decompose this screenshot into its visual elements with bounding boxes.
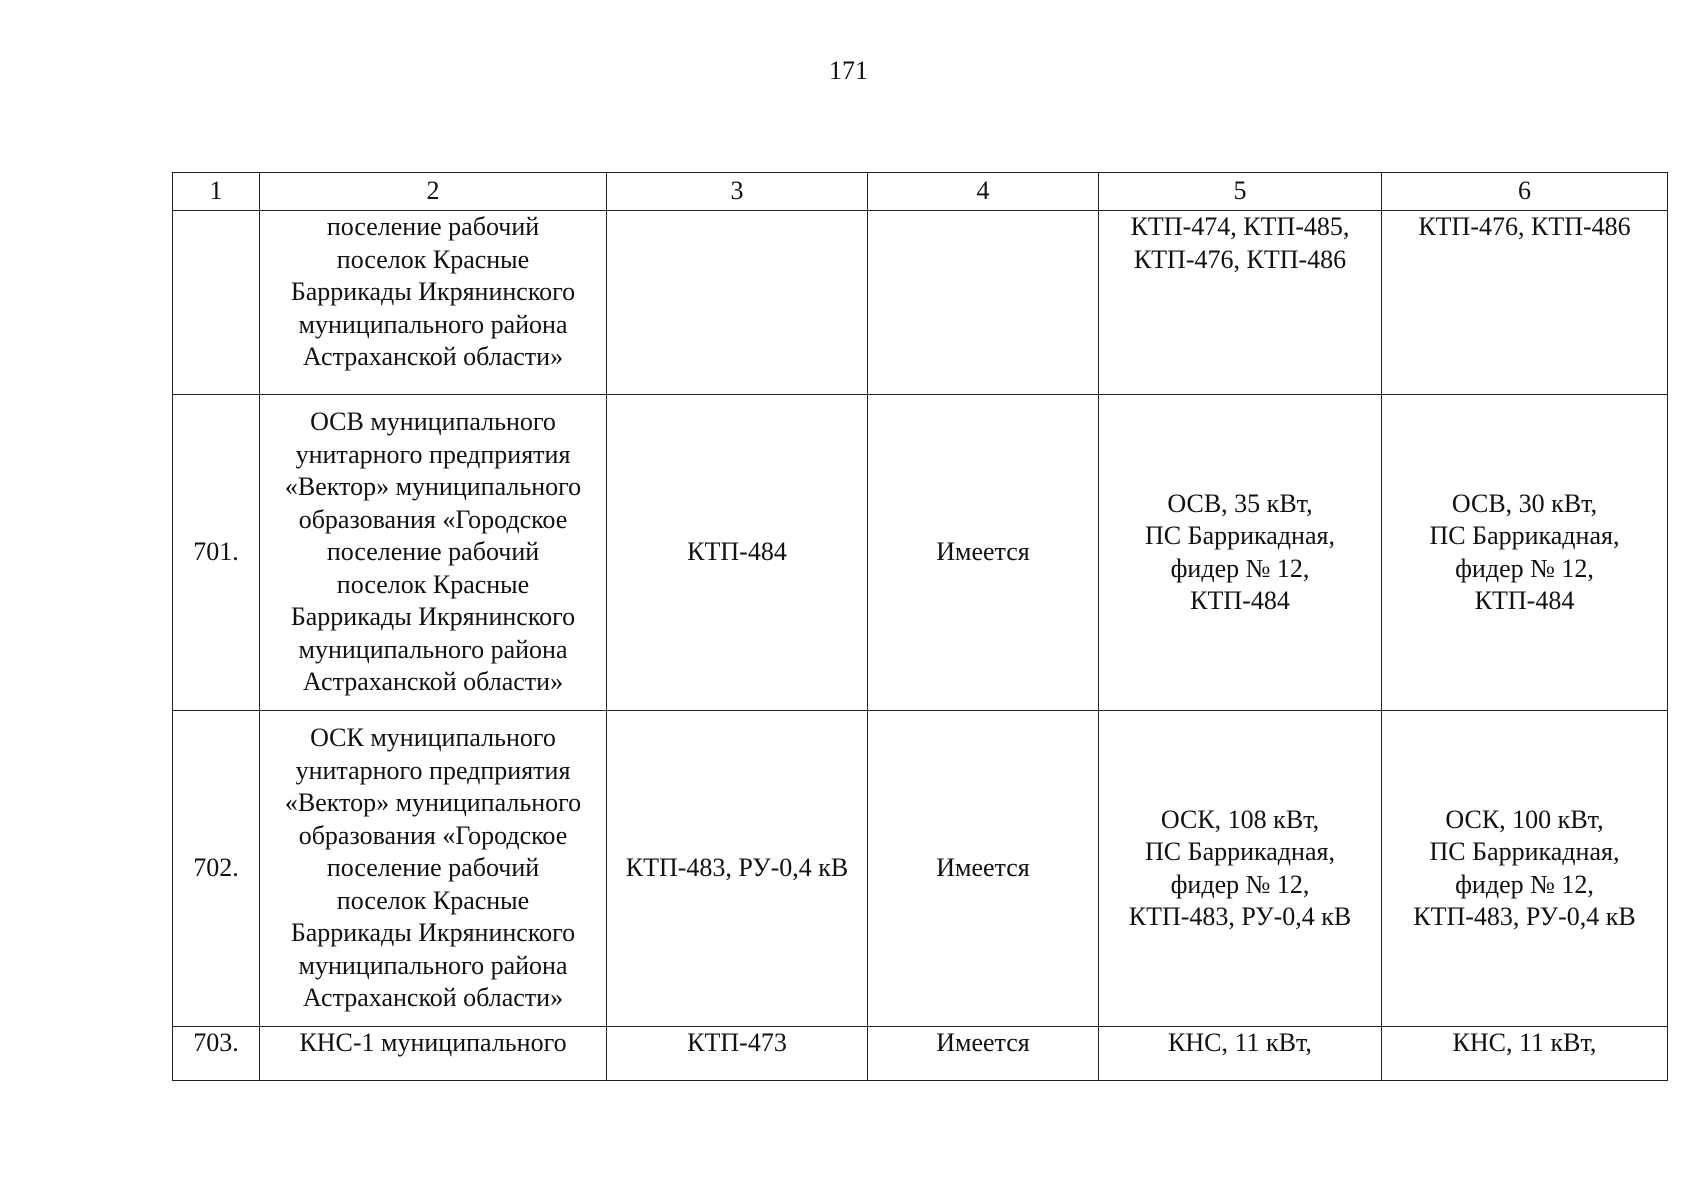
col6-line: ОСВ, 30 кВт, [1451, 488, 1598, 518]
header-cell-2: 2 [260, 173, 607, 211]
object-name-line: КНС-1 муниципального [299, 1028, 567, 1057]
object-name-line: образования «Городское [298, 504, 568, 534]
col6-line: КНС, 11 кВт, [1452, 1028, 1597, 1057]
object-name-line: муниципального района [298, 950, 568, 980]
object-name-line: поселок Красные [336, 244, 530, 274]
col3-cell: КТП-483, РУ-0,4 кВ [607, 711, 868, 1027]
col4-cell: Имеется [868, 1027, 1099, 1081]
object-name-line: Астраханской области» [302, 667, 564, 697]
data-table [172, 172, 1668, 1081]
object-name-cell [260, 395, 607, 711]
object-name-cell [260, 211, 607, 395]
object-name-line: Баррикады Икрянинского [290, 918, 576, 948]
object-name-line: образования «Городское [298, 820, 568, 850]
object-name-line: поселок Красные [336, 885, 530, 915]
object-name-line: ОСК муниципального [310, 723, 556, 753]
object-name-line: муниципального района [298, 634, 568, 664]
col4-cell: Имеется [868, 395, 1099, 711]
object-name-cell [260, 1027, 607, 1081]
object-name-line: поселение рабочий [326, 212, 540, 241]
table-row [173, 395, 1668, 711]
object-name-line: Баррикады Икрянинского [290, 602, 576, 632]
table-header-row [173, 173, 1668, 211]
col5-line: КТП-474, КТП-485, [1130, 212, 1350, 241]
col5-line: ПС Баррикадная, [1145, 837, 1335, 866]
col5-line: фидер № 12, [1170, 869, 1310, 899]
col5-line: ОСК, 108 кВт, [1160, 804, 1320, 834]
row-number-cell: 703. [173, 1027, 260, 1081]
object-name-line: «Вектор» муниципального [284, 788, 582, 818]
col5-cell [1099, 395, 1382, 711]
object-name-line: Астраханской области» [302, 342, 564, 371]
col4-cell: Имеется [868, 711, 1099, 1027]
object-name-line: поселение рабочий [326, 853, 540, 883]
col6-line: ПС Баррикадная, [1429, 521, 1620, 550]
col5-line: ОСВ, 35 кВт, [1167, 488, 1313, 518]
object-name-line: ОСВ муниципального [310, 407, 556, 437]
col5-cell [1099, 711, 1382, 1027]
col6-line: ОСК, 100 кВт, [1445, 804, 1604, 834]
col5-line: ПС Баррикадная, [1145, 521, 1335, 550]
col6-line: ПС Баррикадная, [1429, 837, 1620, 866]
col6-line: КТП-476, КТП-486 [1418, 212, 1631, 241]
object-name-line: Астраханской области» [302, 983, 564, 1013]
object-name-line: поселок Красные [336, 569, 530, 599]
page-number: 171 [829, 56, 868, 85]
object-name-line: поселение рабочий [326, 537, 540, 567]
col6-line: КТП-483, РУ-0,4 кВ [1413, 902, 1636, 931]
col6-cell [1382, 211, 1668, 395]
header-cell-1: 1 [173, 173, 260, 211]
col6-cell [1382, 711, 1668, 1027]
object-name-line: муниципального района [298, 309, 568, 339]
col6-line: КТП-484 [1474, 586, 1575, 615]
table-row [173, 1027, 1668, 1081]
col3-cell: КТП-484 [607, 395, 868, 711]
row-number-cell: 702. [173, 711, 260, 1027]
col5-line: КНС, 11 кВт, [1168, 1028, 1312, 1057]
table-row [173, 711, 1668, 1027]
col3-cell [607, 211, 868, 395]
col5-line: КТП-476, КТП-486 [1133, 244, 1347, 274]
col6-cell [1382, 1027, 1668, 1081]
object-name-line: унитарного предприятия [295, 755, 571, 785]
row-number-cell: 701. [173, 395, 260, 711]
col5-line: КТП-484 [1190, 586, 1290, 615]
object-name-line: Баррикады Икрянинского [290, 277, 576, 306]
object-name-cell [260, 711, 607, 1027]
row-number-cell [173, 211, 260, 395]
header-cell-5: 5 [1099, 173, 1382, 211]
col6-line: фидер № 12, [1455, 869, 1594, 899]
col4-cell [868, 211, 1099, 395]
header-cell-4: 4 [868, 173, 1099, 211]
header-cell-6: 6 [1382, 173, 1668, 211]
object-name-line: унитарного предприятия [295, 439, 571, 469]
col6-cell [1382, 395, 1668, 711]
col5-line: КТП-483, РУ-0,4 кВ [1128, 902, 1352, 931]
col5-cell [1099, 211, 1382, 395]
col5-cell [1099, 1027, 1382, 1081]
table-row [173, 211, 1668, 395]
col3-cell: КТП-473 [607, 1027, 868, 1081]
col5-line: фидер № 12, [1170, 553, 1310, 583]
object-name-line: «Вектор» муниципального [284, 472, 582, 502]
col6-line: фидер № 12, [1455, 553, 1594, 583]
header-cell-3: 3 [607, 173, 868, 211]
